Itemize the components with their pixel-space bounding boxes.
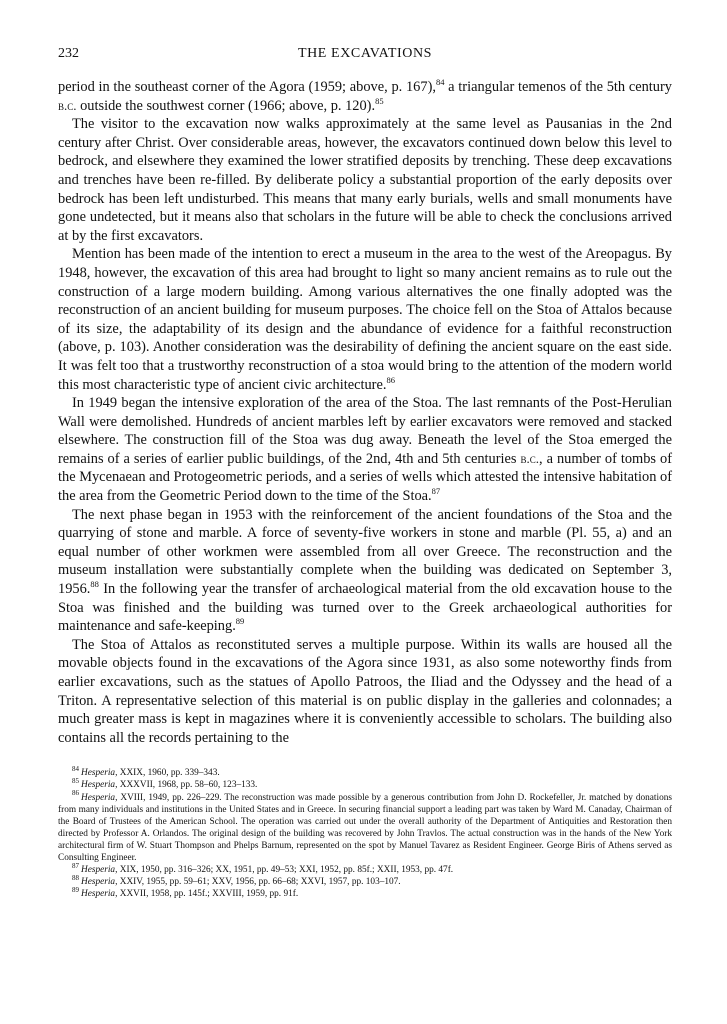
- journal-title: Hesperia: [81, 889, 116, 900]
- paragraph-text: In 1949 began the intensive exploration of the area of the Stoa. The last remnants of the Post-Herulian Wall were demolished. Hundreds of ancient marbles left by earlier excavators were removed and stacked elsewhere. The construction fill of the Stoa was dug away. Beneath the level of the Stoa emerged the remains of a series of earlier public buildings, of the 2nd, 4th and 5th centuries: [58, 395, 672, 467]
- footnote: [58, 767, 672, 779]
- footnote-number: 84: [72, 765, 79, 774]
- footnote-ref: 86: [386, 374, 395, 385]
- footnote: [58, 864, 672, 876]
- body-paragraph: [58, 115, 672, 245]
- footnote-text: , XXXVII, 1968, pp. 58–60, 123–133.: [115, 780, 258, 791]
- page-header: [58, 46, 672, 68]
- paragraph-text: The Stoa of Attalos as reconstituted serves a multiple purpose. Within its walls are housed all the movable objects found in the excavations of the Agora since 1931, as also some noteworthy finds from earlier excavations, such as the statues of Apollo Patroos, the Iliad and the Odyssey and the head of a Triton. A representative selection of this material is on public display in the galleries and colonnades; a much greater mass is kept in magazines where it is conveniently accessible to scholars. The building also contains all the records pertaining to the: [58, 636, 672, 746]
- journal-title: Hesperia: [81, 792, 116, 803]
- footnote-number: 88: [72, 874, 79, 883]
- footnote-number: 89: [72, 886, 79, 895]
- paragraph-text: , a number of tombs of the Mycenaean and Protogeometric periods, and a series of wells which attested the intensive habitation of the area from the Geometric Period down to the time of the Stoa.: [58, 450, 672, 505]
- paragraph-text: a triangular temenos of the 5th century: [444, 79, 672, 95]
- footnote: [58, 779, 672, 791]
- body-text: [58, 78, 672, 747]
- page: [58, 46, 672, 900]
- small-caps-text: b.c.: [58, 97, 77, 113]
- body-paragraph: [58, 78, 672, 115]
- footnote-text: , XXIX, 1960, pp. 339–343.: [115, 768, 220, 779]
- paragraph-text: Mention has been made of the intention to erect a museum in the area to the west of the Areopagus. By 1948, however, the excavation of this area had brought to light so many ancient remains as to rule out the construction of a large modern building. Among various alternatives the one finally adopted was the reconstruction of an ancient building for museum purposes. The choice fell on the Stoa of Attalos because of its size, the adaptability of its design and the abundance of evidence for a faithful reconstruction (above, p. 103). Another consideration was the desirability of defining the ancient square on the east side. It was felt too that a trustworthy reconstruction of a stoa would bring to the attention of the modern world this most characteristic type of ancient civic architecture.: [58, 246, 672, 393]
- footnote-text: , XXVII, 1958, pp. 145f.; XXVIII, 1959, pp. 91f.: [115, 889, 299, 900]
- body-paragraph: [58, 636, 672, 748]
- journal-title: Hesperia: [81, 768, 116, 779]
- footnotes: [58, 767, 672, 900]
- footnote-ref: 89: [235, 616, 245, 627]
- footnote-number: 85: [72, 777, 79, 786]
- footnote-text: , XIX, 1950, pp. 316–326; XX, 1951, pp. 49–53; XXI, 1952, pp. 85f.; XXII, 1953, pp. 47f.: [115, 865, 454, 876]
- body-paragraph: [58, 394, 672, 506]
- footnote-number: 87: [72, 862, 79, 871]
- footnote-ref: 85: [375, 95, 384, 106]
- footnote-number: 86: [72, 789, 79, 798]
- footnote: [58, 789, 672, 865]
- journal-title: Hesperia: [81, 865, 116, 876]
- running-title: THE EXCAVATIONS: [297, 46, 433, 61]
- page-number: 232: [58, 46, 79, 61]
- footnote-ref: 88: [90, 579, 99, 590]
- footnote-text: , XXIV, 1955, pp. 59–61; XXV, 1956, pp. 66–68; XXVI, 1957, pp. 103–107.: [115, 877, 401, 888]
- footnote-ref: 87: [431, 486, 441, 497]
- footnote-text: , XVIII, 1949, pp. 226–229. The reconstruction was made possible by a generous contribution from John D. Rockefeller, Jr. matched by donations from many individuals and institutions in the United States and in Greece. In securing financial support a leading part was taken by Ward M. Canaday, Chairman of the Board of Trustees of the American School. The operation was carried out under the overall authority of the Department of Antiquities and Restoration then directed by Professor A. Orlandos. The original design of the building was recovered by John Travlos. The actual construction was in the hands of the New York architectural firm of W. Stuart Thompson and Phelps Barnum, represented on the spot by Manuel Tavarez as Resident Engineer. George Biris of Athens served as Consulting Engineer.: [58, 792, 672, 864]
- paragraph-text: The visitor to the excavation now walks approximately at the same level as Pausanias in the 2nd century after Christ. Over considerable areas, however, the excavators continued down below this level to bedrock, and elsewhere they examined the lower stratified deposits by trenching. These deep excavations and trenches have been re-filled. By deliberate policy a substantial proportion of the early deposits over bedrock has been left undisturbed. This means that many early burials, wells and small monuments have gone undetected, but it means also that scholars in the future will be able to check the conclusions arrived at by the first excavators.: [58, 116, 672, 244]
- small-caps-text: b.c.: [520, 450, 539, 466]
- body-paragraph: [58, 245, 672, 394]
- footnote-ref: 84: [435, 77, 445, 88]
- journal-title: Hesperia: [81, 877, 116, 888]
- journal-title: Hesperia: [81, 780, 116, 791]
- paragraph-text: period in the southeast corner of the Agora (1959; above, p. 167),: [58, 79, 436, 95]
- body-paragraph: [58, 506, 672, 636]
- footnote: [58, 876, 672, 888]
- paragraph-text: In the following year the transfer of archaeological material from the old excavation house to the Stoa was finished and the building was turned over to the Greek archaeological authorities for maintenance and safe-keeping.: [58, 581, 672, 635]
- paragraph-text: outside the southwest corner (1966; above, p. 120).: [76, 97, 376, 114]
- paragraph-text: The next phase began in 1953 with the reinforcement of the ancient foundations of the Stoa and the quarrying of stone and marble. A force of seventy-five workers in stone and marble (Pl. 55, a) and an equal number of other workmen were assembled from all over Greece. The reconstruction and the museum installation were substantially complete when the building was dedicated on September 3, 1956.: [58, 506, 672, 598]
- footnote: [58, 888, 672, 900]
